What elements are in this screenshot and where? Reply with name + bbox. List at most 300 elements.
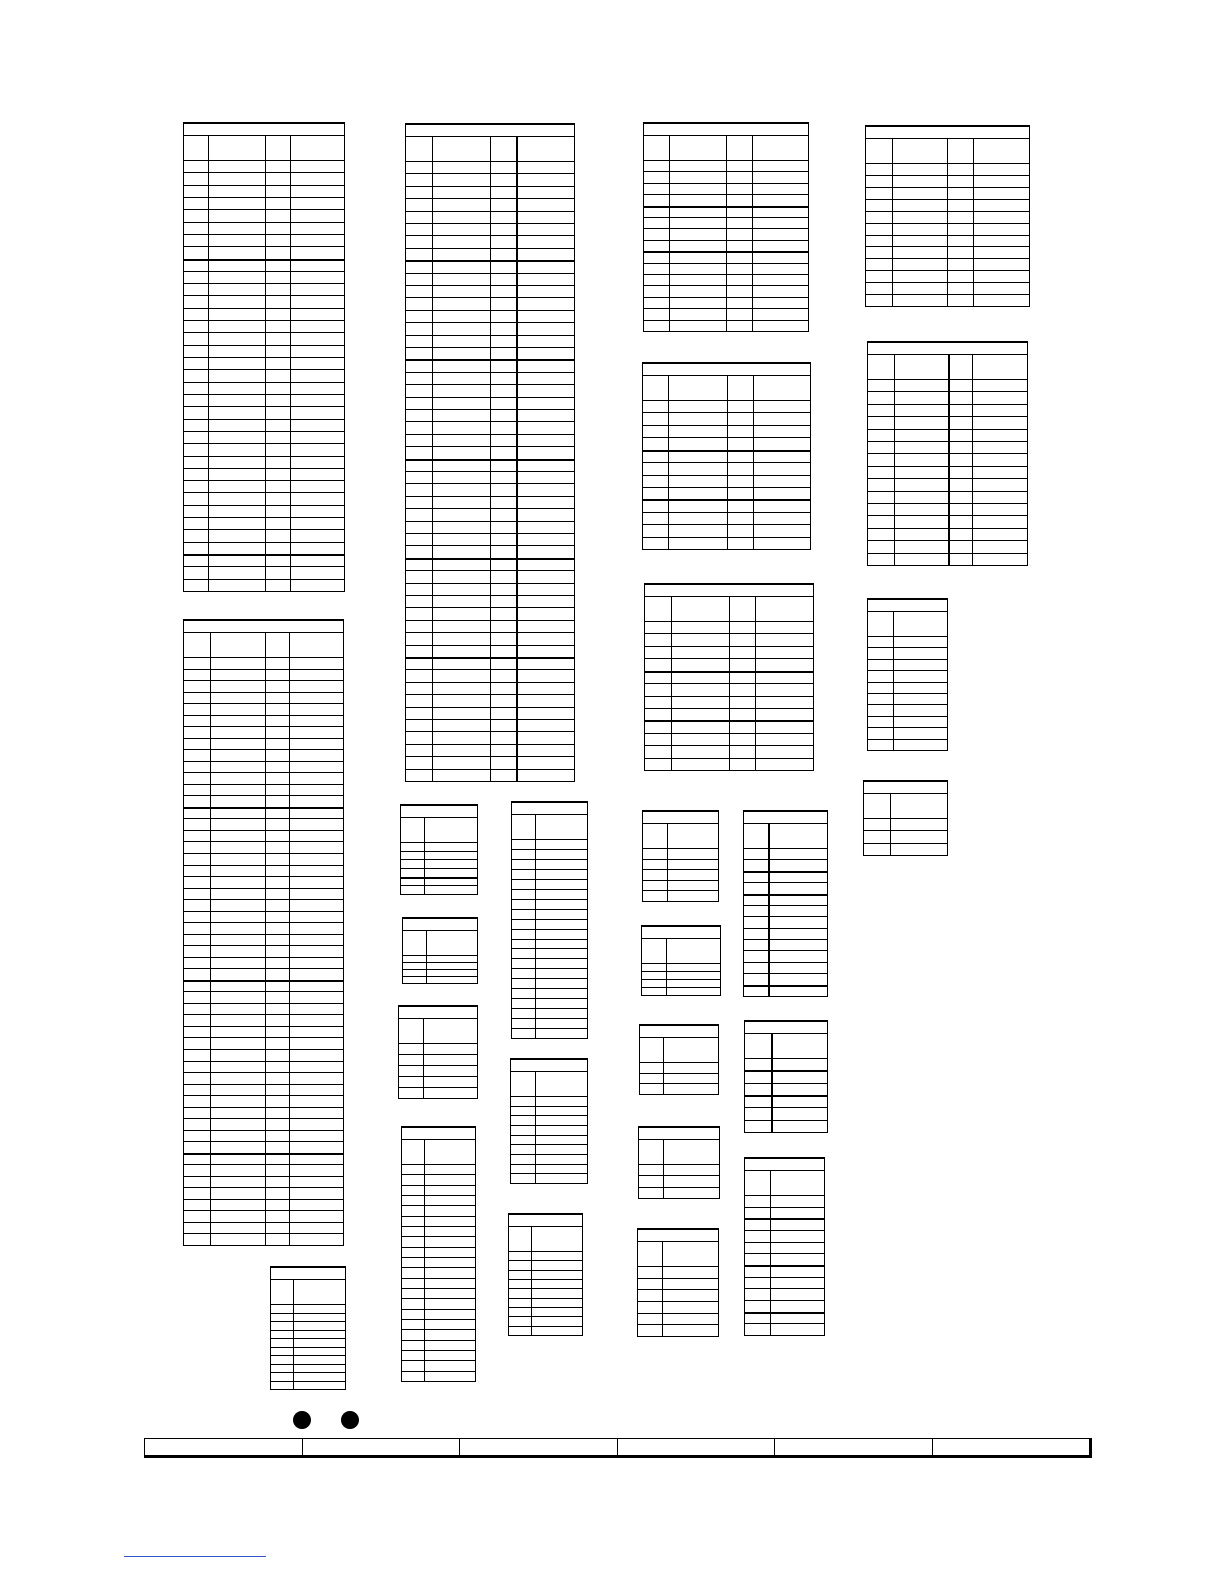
table-row-divider [401, 859, 477, 860]
table-column-divider [290, 136, 291, 591]
table-b7 [508, 1213, 583, 1336]
table-a3 [270, 1266, 346, 1390]
table-row-divider [399, 1054, 477, 1055]
table-header-divider [640, 1062, 718, 1063]
table-row-divider [271, 1355, 345, 1356]
table-row-divider [638, 1313, 718, 1314]
table-row-divider [511, 1115, 587, 1116]
table-column-divider [948, 355, 950, 565]
table-row-divider [184, 1037, 343, 1038]
table-title-strip [864, 782, 947, 794]
table-title-strip [402, 1128, 475, 1140]
table-title-strip [643, 364, 810, 376]
table-column-divider [516, 137, 518, 781]
title-block-cell [145, 1439, 303, 1455]
table-header-divider [184, 657, 343, 658]
table-column-divider [666, 939, 667, 995]
table-a2 [183, 619, 344, 1246]
table-title-strip [403, 919, 477, 931]
table-row-divider [512, 948, 587, 949]
table-header-divider [745, 1195, 824, 1196]
table-row-divider [511, 1125, 587, 1126]
table-column-divider [210, 633, 211, 1245]
table-b5 [398, 1005, 478, 1099]
table-row-divider [745, 1312, 824, 1314]
table-row-divider [184, 853, 343, 854]
table-column-divider [663, 1038, 664, 1094]
table-column-divider [535, 815, 536, 1038]
table-column-divider [768, 824, 770, 996]
table-row-divider [512, 889, 587, 890]
table-column-divider [426, 931, 427, 983]
table-row-divider [509, 1279, 582, 1280]
table-title-strip [509, 1215, 582, 1227]
table-column-divider [729, 597, 730, 770]
bullet-marker-right [341, 1411, 359, 1429]
table-row-divider [184, 922, 343, 923]
table-column-divider [727, 376, 728, 549]
table-row-divider [184, 1222, 343, 1223]
table-row-divider [402, 1288, 475, 1289]
table-row-divider [643, 869, 718, 870]
table-c2 [642, 362, 811, 550]
table-column-divider [755, 597, 756, 770]
table-row-divider [271, 1381, 345, 1382]
table-row-divider [184, 1049, 343, 1050]
table-row-divider [184, 1176, 343, 1177]
table-row-divider [184, 749, 343, 750]
table-row-divider [639, 1187, 719, 1188]
table-column-divider [947, 139, 948, 306]
table-row-divider [868, 704, 947, 705]
table-header-divider [401, 842, 477, 843]
table-column-divider [894, 355, 895, 565]
table-column-divider [424, 818, 425, 894]
table-row-divider [512, 988, 587, 989]
table-row-divider [402, 1319, 475, 1320]
table-title-strip [638, 1230, 718, 1242]
table-row-divider [744, 950, 827, 951]
table-c3 [644, 583, 814, 771]
table-row-divider [184, 1187, 343, 1188]
table-row-divider [184, 1003, 343, 1004]
table-title-strip [745, 1022, 827, 1034]
table-row-divider [638, 1289, 718, 1290]
table-row-divider [868, 647, 947, 648]
table-row-divider [184, 1130, 343, 1131]
table-header-divider [271, 1304, 345, 1305]
table-row-divider [511, 1144, 587, 1145]
table-row-divider [512, 1028, 587, 1029]
table-row-divider [402, 1371, 475, 1372]
table-column-divider [490, 137, 491, 781]
table-row-divider [638, 1278, 718, 1279]
table-c8 [744, 1020, 828, 1133]
table-title-strip [644, 124, 808, 136]
table-title-strip [868, 343, 1027, 355]
table-column-divider [423, 1019, 424, 1098]
title-block [144, 1438, 1092, 1458]
table-row-divider [744, 962, 827, 963]
table-d1 [865, 125, 1030, 307]
table-row-divider [403, 962, 477, 963]
table-row-divider [642, 987, 720, 988]
table-b3 [511, 801, 588, 1039]
table-c10 [637, 1228, 719, 1337]
table-column-divider [669, 136, 670, 331]
table-row-divider [184, 772, 343, 773]
table-row-divider [868, 739, 947, 740]
table-row-divider [184, 726, 343, 727]
table-row-divider [402, 1257, 475, 1258]
table-c4 [642, 810, 719, 902]
table-row-divider [184, 934, 343, 935]
table-row-divider [509, 1270, 582, 1271]
table-c7 [639, 1024, 719, 1095]
table-row-divider [509, 1298, 582, 1299]
table-row-divider [403, 976, 477, 977]
table-row-divider [402, 1236, 475, 1237]
table-b8 [401, 1126, 476, 1382]
table-b4 [402, 917, 478, 984]
table-row-divider [184, 1084, 343, 1085]
table-title-strip [639, 1128, 719, 1140]
table-row-divider [868, 670, 947, 671]
table-row-divider [184, 911, 343, 912]
table-row-divider [184, 945, 343, 946]
footer-link-underline[interactable] [124, 1556, 266, 1557]
table-row-divider [745, 1095, 827, 1097]
table-row-divider [512, 929, 587, 930]
table-title-strip [744, 812, 827, 824]
table-row-divider [512, 939, 587, 940]
table-row-divider [744, 916, 827, 917]
table-row-divider [402, 1174, 475, 1175]
table-row-divider [402, 1278, 475, 1279]
table-row-divider [184, 715, 343, 716]
table-row-divider [745, 1288, 824, 1289]
table-row-divider [184, 1026, 343, 1027]
table-title-strip [406, 125, 574, 137]
table-row-divider [402, 1216, 475, 1217]
table-row-divider [402, 1195, 475, 1196]
table-title-strip [868, 600, 947, 612]
table-header-divider [638, 1266, 718, 1267]
table-row-divider [402, 1205, 475, 1206]
table-row-divider [184, 703, 343, 704]
table-row-divider [509, 1326, 582, 1327]
table-column-divider [535, 1072, 536, 1183]
table-c9 [638, 1126, 720, 1199]
table-row-divider [509, 1316, 582, 1317]
table-header-divider [512, 839, 587, 840]
table-row-divider [745, 1083, 827, 1084]
table-row-divider [642, 979, 720, 980]
table-row-divider [745, 1120, 827, 1121]
table-column-divider [424, 1140, 425, 1381]
table-row-divider [511, 1154, 587, 1155]
table-column-divider [726, 136, 727, 331]
table-row-divider [512, 968, 587, 969]
table-row-divider [184, 968, 343, 969]
table-title-strip [184, 124, 344, 136]
table-column-divider [265, 136, 266, 591]
table-row-divider [184, 807, 343, 809]
table-column-divider [663, 1140, 664, 1198]
table-a1 [183, 122, 345, 592]
bullet-marker-left [293, 1411, 311, 1429]
table-row-divider [271, 1347, 345, 1348]
table-row-divider [744, 882, 827, 883]
table-title-strip [645, 585, 813, 597]
table-column-divider [668, 376, 669, 549]
table-row-divider [184, 1233, 343, 1234]
table-row-divider [744, 985, 827, 987]
table-row-divider [184, 1210, 343, 1211]
title-block-cell [618, 1439, 776, 1455]
table-b1 [405, 123, 575, 782]
table-row-divider [402, 1340, 475, 1341]
table-title-strip [745, 1159, 824, 1171]
table-b6 [510, 1058, 588, 1184]
table-row-divider [403, 969, 477, 970]
table-header-divider [744, 848, 827, 849]
table-row-divider [509, 1307, 582, 1308]
table-row-divider [744, 939, 827, 940]
table-row-divider [184, 761, 343, 762]
table-row-divider [640, 1083, 718, 1084]
table-row-divider [184, 899, 343, 900]
table-row-divider [184, 818, 343, 819]
table-row-divider [184, 876, 343, 877]
table-row-divider [868, 659, 947, 660]
table-row-divider [402, 1267, 475, 1268]
table-column-divider [667, 824, 668, 901]
table-row-divider [639, 1175, 719, 1176]
table-column-divider [289, 633, 290, 1245]
table-row-divider [512, 909, 587, 910]
table-row-divider [512, 919, 587, 920]
table-title-strip [866, 127, 1029, 139]
table-row-divider [399, 1076, 477, 1077]
table-row-divider [402, 1329, 475, 1330]
table-header-divider [639, 1164, 719, 1165]
table-header-divider [399, 1043, 477, 1044]
table-header-divider [864, 818, 947, 819]
table-row-divider [744, 905, 827, 906]
table-row-divider [744, 973, 827, 974]
table-row-divider [399, 1065, 477, 1066]
table-d4 [863, 780, 948, 856]
title-block-cell [303, 1439, 461, 1455]
table-title-strip [271, 1268, 345, 1280]
table-row-divider [868, 682, 947, 683]
table-header-divider [511, 1096, 587, 1097]
table-row-divider [864, 843, 947, 844]
table-c5 [743, 810, 828, 997]
table-d2 [867, 341, 1028, 566]
table-row-divider [184, 1199, 343, 1200]
table-row-divider [401, 877, 477, 879]
table-title-strip [512, 803, 587, 815]
table-row-divider [512, 978, 587, 979]
table-column-divider [893, 612, 894, 750]
table-row-divider [402, 1298, 475, 1299]
table-row-divider [512, 998, 587, 999]
table-row-divider [184, 1061, 343, 1062]
table-row-divider [643, 859, 718, 860]
table-row-divider [745, 1207, 824, 1208]
table-b2 [400, 804, 478, 895]
table-header-divider [868, 636, 947, 637]
table-header-divider [402, 1164, 475, 1165]
table-row-divider [744, 928, 827, 929]
table-row-divider [184, 830, 343, 831]
table-column-divider [208, 136, 209, 591]
table-row-divider [745, 1242, 824, 1243]
table-row-divider [512, 879, 587, 880]
table-row-divider [511, 1164, 587, 1165]
table-header-divider [745, 1058, 827, 1059]
table-row-divider [745, 1070, 827, 1072]
table-column-divider [892, 139, 893, 306]
table-c6 [641, 925, 721, 996]
table-row-divider [744, 894, 827, 896]
table-row-divider [184, 795, 343, 796]
table-row-divider [402, 1247, 475, 1248]
table-row-divider [271, 1321, 345, 1322]
table-row-divider [744, 871, 827, 873]
title-block-cell [460, 1439, 618, 1455]
table-row-divider [511, 1173, 587, 1174]
table-row-divider [642, 971, 720, 972]
table-title-strip [184, 621, 343, 633]
table-column-divider [432, 137, 433, 781]
table-row-divider [184, 865, 343, 866]
table-row-divider [401, 885, 477, 886]
table-row-divider [643, 880, 718, 881]
table-row-divider [643, 890, 718, 891]
table-row-divider [745, 1323, 824, 1324]
table-row-divider [638, 1324, 718, 1325]
table-row-divider [184, 980, 343, 982]
table-column-divider [771, 1034, 773, 1132]
table-column-divider [671, 597, 672, 770]
table-row-divider [402, 1360, 475, 1361]
table-column-divider [972, 355, 973, 565]
table-row-divider [271, 1330, 345, 1331]
table-c1 [643, 122, 809, 332]
table-column-divider [752, 136, 753, 331]
table-column-divider [753, 376, 754, 549]
table-row-divider [745, 1300, 824, 1301]
table-row-divider [511, 1106, 587, 1107]
table-row-divider [184, 888, 343, 889]
table-row-divider [512, 849, 587, 850]
table-row-divider [745, 1277, 824, 1278]
table-row-divider [640, 1073, 718, 1074]
table-row-divider [745, 1253, 824, 1254]
table-row-divider [512, 958, 587, 959]
table-row-divider [184, 680, 343, 681]
table-column-divider [770, 1171, 771, 1335]
table-row-divider [745, 1265, 824, 1267]
table-column-divider [293, 1280, 294, 1389]
table-title-strip [399, 1007, 477, 1019]
table-row-divider [402, 1185, 475, 1186]
table-row-divider [512, 859, 587, 860]
table-row-divider [184, 1141, 343, 1142]
table-row-divider [184, 991, 343, 992]
table-row-divider [184, 669, 343, 670]
table-row-divider [512, 899, 587, 900]
table-row-divider [868, 693, 947, 694]
table-row-divider [271, 1372, 345, 1373]
table-c11 [744, 1157, 825, 1336]
table-row-divider [184, 692, 343, 693]
table-header-divider [643, 848, 718, 849]
table-column-divider [265, 633, 266, 1245]
table-column-divider [531, 1227, 532, 1335]
table-row-divider [184, 1107, 343, 1108]
table-title-strip [643, 812, 718, 824]
table-row-divider [184, 1118, 343, 1119]
title-block-cell [775, 1439, 933, 1455]
table-row-divider [184, 841, 343, 842]
table-row-divider [868, 727, 947, 728]
table-row-divider [638, 1301, 718, 1302]
table-title-strip [642, 927, 720, 939]
table-row-divider [271, 1338, 345, 1339]
table-row-divider [184, 784, 343, 785]
table-row-divider [509, 1260, 582, 1261]
table-column-divider [662, 1242, 663, 1336]
table-row-divider [864, 830, 947, 831]
table-row-divider [401, 868, 477, 869]
table-row-divider [868, 716, 947, 717]
title-block-cell [933, 1439, 1090, 1455]
table-row-divider [512, 1008, 587, 1009]
table-title-strip [640, 1026, 718, 1038]
table-header-divider [403, 955, 477, 956]
table-row-divider [744, 859, 827, 860]
table-row-divider [184, 1164, 343, 1165]
table-row-divider [402, 1309, 475, 1310]
table-row-divider [511, 1135, 587, 1136]
table-row-divider [184, 957, 343, 958]
table-column-divider [890, 794, 891, 855]
table-row-divider [402, 1350, 475, 1351]
table-row-divider [184, 1072, 343, 1073]
table-title-strip [511, 1060, 587, 1072]
table-row-divider [271, 1364, 345, 1365]
table-row-divider [512, 869, 587, 870]
table-title-strip [401, 806, 477, 818]
table-header-divider [509, 1251, 582, 1252]
table-row-divider [399, 1087, 477, 1088]
table-row-divider [184, 1153, 343, 1155]
table-row-divider [512, 1018, 587, 1019]
table-row-divider [509, 1288, 582, 1289]
table-row-divider [271, 1313, 345, 1314]
table-row-divider [184, 1014, 343, 1015]
table-d3 [867, 598, 948, 751]
table-row-divider [184, 1095, 343, 1096]
table-row-divider [745, 1230, 824, 1231]
table-header-divider [642, 963, 720, 964]
table-row-divider [402, 1226, 475, 1227]
table-row-divider [745, 1218, 824, 1220]
